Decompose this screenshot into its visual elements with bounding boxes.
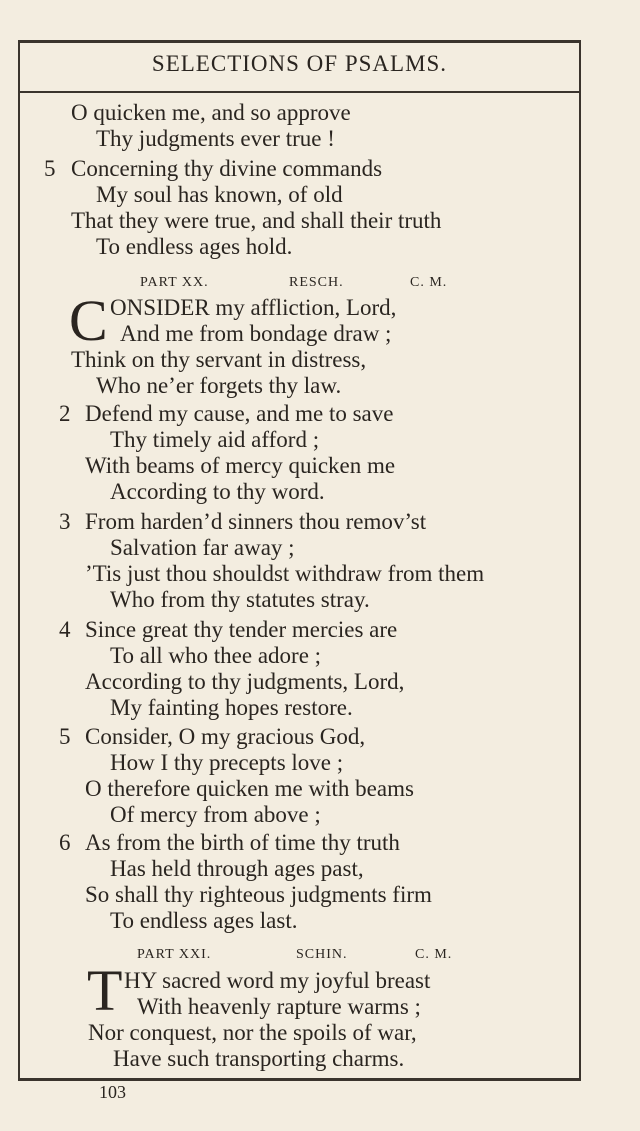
verse-line: To endless ages hold. (96, 234, 293, 259)
drop-cap: T (87, 958, 123, 1023)
verse-line: Salvation far away ; (110, 535, 295, 560)
stanza-number: 2 (59, 401, 71, 426)
part-heading-letter: SCHIN. (296, 947, 348, 962)
continuation-line-2: Thy judgments ever true ! (96, 126, 335, 151)
verse-line: Defend my cause, and me to save (85, 401, 394, 426)
first-word-caps: HY (124, 968, 157, 993)
verse-line: Nor conquest, nor the spoils of war, (88, 1020, 417, 1045)
verse-line-first (124, 968, 430, 994)
verse-line-remainder: my affliction, Lord, (215, 295, 397, 320)
verse-line: How I thy precepts love ; (110, 750, 344, 775)
running-head: SELECTIONS OF PSALMS. (151, 51, 448, 76)
verse-line: Concerning thy divine commands (71, 156, 383, 181)
first-word-caps: ONSIDER (110, 295, 210, 320)
frame-right-rule (579, 40, 581, 1081)
verse-line: With beams of mercy quicken me (85, 453, 396, 478)
verse-line: So shall thy righteous judgments firm (85, 882, 432, 907)
part-heading-meter: C. M. (410, 275, 448, 290)
verse-line: Who from thy statutes stray. (110, 587, 370, 612)
verse-line: Who ne’er forgets thy law. (96, 373, 342, 398)
frame-bottom-rule (18, 1078, 581, 1081)
part-heading-number: PART XXI. (137, 947, 212, 962)
verse-line: And me from bondage draw ; (120, 321, 392, 346)
verse-line: Think on thy servant in distress, (71, 347, 367, 372)
verse-line: Of mercy from above ; (110, 802, 321, 827)
stanza-number: 5 (59, 724, 71, 749)
continuation-line-1: O quicken me, and so approve (71, 100, 351, 125)
stanza-number: 3 (59, 509, 71, 534)
stanza-number: 4 (59, 617, 71, 642)
verse-line: Has held through ages past, (110, 856, 364, 881)
verse-line: My fainting hopes restore. (110, 695, 353, 720)
verse-line: Consider, O my gracious God, (85, 724, 366, 749)
verse-line: Since great thy tender mercies are (85, 617, 398, 642)
part-heading-meter: C. M. (415, 947, 453, 962)
part-heading-number: PART XX. (140, 275, 209, 290)
header-rule (18, 91, 581, 93)
verse-line: According to thy word. (110, 479, 325, 504)
verse-line: To all who thee adore ; (110, 643, 322, 668)
verse-line: O therefore quicken me with beams (85, 776, 414, 801)
drop-cap: C (69, 288, 108, 353)
verse-line-first (110, 295, 396, 321)
stanza-number: 5 (44, 156, 56, 181)
verse-line: From harden’d sinners thou remov’st (85, 509, 427, 534)
verse-line: With heavenly rapture warms ; (137, 994, 421, 1019)
verse-line-remainder: sacred word my joyful breast (162, 968, 431, 993)
verse-line: Have such transporting charms. (113, 1046, 405, 1071)
frame-left-rule (18, 40, 20, 1081)
part-heading-letter: RESCH. (289, 275, 344, 290)
verse-line: As from the birth of time thy truth (85, 830, 400, 855)
page-number: 103 (99, 1082, 126, 1102)
frame-top-rule (18, 40, 581, 43)
verse-line: Thy timely aid afford ; (110, 427, 320, 452)
verse-line: ’Tis just thou shouldst withdraw from them (85, 561, 485, 586)
verse-line: According to thy judgments, Lord, (85, 669, 405, 694)
stanza-number: 6 (59, 830, 71, 855)
verse-line: That they were true, and shall their truth (71, 208, 442, 233)
verse-line: To endless ages last. (110, 908, 298, 933)
verse-line: My soul has known, of old (96, 182, 343, 207)
